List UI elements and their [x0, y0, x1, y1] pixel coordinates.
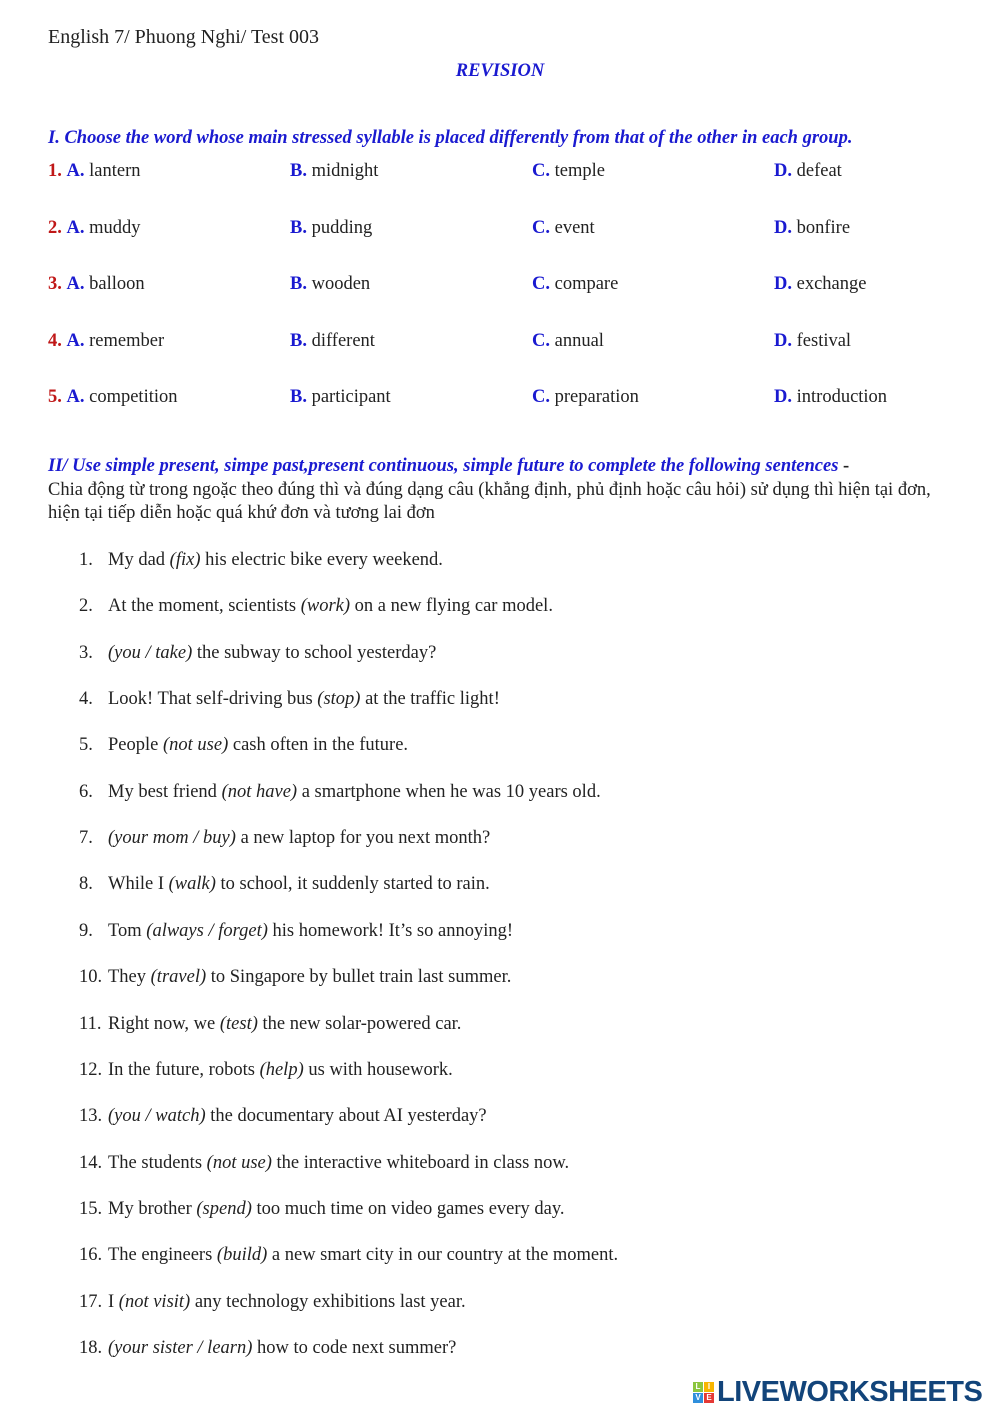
verb-cue: (not have): [221, 781, 298, 802]
verb-cue: (fix): [169, 550, 201, 570]
sentence-number: 14.: [79, 1152, 103, 1173]
option-word: exchange: [796, 274, 867, 294]
section-2-heading: II/ Use simple present, simpe past,present continuous, simple future to complete the following sentences: [48, 456, 839, 476]
sentence-post: at the traffic light!: [360, 689, 500, 710]
sentence-pre: My brother: [108, 1198, 197, 1219]
sentence-item: [79, 550, 443, 571]
liveworksheets-logo: [693, 1376, 982, 1409]
answer-option[interactable]: [48, 274, 145, 295]
sentence-post: too much time on video games every day.: [251, 1198, 565, 1219]
option-word: remember: [89, 330, 165, 351]
sentence-item: [79, 921, 513, 942]
option-letter: B.: [290, 274, 307, 294]
sentence-number: 15.: [79, 1198, 103, 1219]
question-row: [48, 387, 988, 411]
sentence-item: [79, 689, 500, 710]
option-word: preparation: [554, 387, 639, 407]
sentence-item: [79, 1060, 453, 1081]
heading-dash: -: [838, 456, 850, 476]
sentence-number: 2.: [79, 596, 93, 617]
option-letter: B.: [290, 387, 307, 407]
option-letter: B.: [290, 161, 307, 181]
section-1-heading: I. Choose the word whose main stressed syllable is placed differently from that of the other in each group.: [48, 128, 853, 148]
sentence-number: 1.: [79, 550, 93, 570]
option-word: competition: [89, 387, 178, 407]
answer-option[interactable]: [290, 161, 378, 182]
sentence-post: to Singapore by bullet train last summer.: [206, 967, 512, 988]
option-letter: A.: [66, 330, 85, 351]
sentence-number: 3.: [79, 642, 93, 663]
sentence-item: [79, 1292, 466, 1313]
sentence-number: 10.: [79, 967, 103, 988]
answer-option[interactable]: [774, 274, 866, 295]
sentence-pre: My dad: [108, 550, 170, 570]
sentence-number: 11.: [79, 1013, 102, 1034]
sentence-number: 9.: [79, 920, 93, 941]
sentence-post: the new solar-powered car.: [257, 1013, 462, 1034]
sentence-number: 18.: [79, 1337, 103, 1358]
sentence-post: how to code next summer?: [252, 1337, 457, 1358]
sentence-post: his electric bike every weekend.: [200, 550, 443, 570]
sentence-post: to school, it suddenly started to rain.: [215, 874, 490, 895]
sentence-item: [79, 1338, 456, 1359]
option-word: balloon: [89, 274, 145, 294]
question-row: [48, 274, 988, 298]
sentence-pre: The engineers: [108, 1245, 217, 1266]
sentence-post: his homework! It’s so annoying!: [267, 920, 513, 941]
sentence-number: 6.: [79, 781, 93, 802]
sentence-number: 7.: [79, 828, 93, 849]
sentence-pre: Look! That self-driving bus: [108, 689, 318, 710]
sentence-pre: Right now, we: [108, 1013, 220, 1034]
answer-option[interactable]: [774, 387, 887, 408]
option-letter: A.: [66, 161, 85, 181]
sentence-number: 16.: [79, 1245, 103, 1266]
question-number: 3.: [48, 274, 62, 294]
sentence-post: a new laptop for you next month?: [235, 828, 491, 849]
answer-option[interactable]: [774, 331, 851, 352]
verb-cue: (your mom / buy): [108, 828, 236, 849]
verb-cue: (test): [219, 1013, 258, 1034]
option-letter: D.: [774, 387, 792, 407]
question-number: 1.: [48, 161, 62, 181]
sentence-pre: People: [108, 735, 163, 756]
sentence-pre: I: [108, 1291, 119, 1312]
option-word: midnight: [311, 161, 379, 181]
option-letter: B.: [290, 330, 307, 351]
option-letter: A.: [66, 387, 85, 407]
answer-option[interactable]: [290, 218, 372, 239]
sentence-pre: While I: [108, 874, 169, 895]
option-word: event: [554, 217, 595, 238]
sentence-pre: The students: [108, 1152, 207, 1173]
question-row: [48, 331, 988, 355]
option-word: participant: [311, 387, 391, 407]
sentence-post: cash often in the future.: [228, 735, 409, 756]
verb-cue: (not use): [206, 1152, 272, 1173]
option-letter: D.: [774, 217, 792, 238]
sentence-pre: Tom: [108, 920, 147, 941]
answer-option[interactable]: [48, 218, 141, 239]
question-row: [48, 218, 988, 242]
question-row: [48, 161, 988, 185]
sentence-post: us with housework.: [303, 1059, 453, 1080]
option-word: different: [311, 330, 375, 351]
answer-option[interactable]: [290, 274, 370, 295]
option-letter: C.: [532, 387, 550, 407]
verb-cue: (stop): [317, 689, 361, 710]
option-word: bonfire: [796, 217, 851, 238]
option-letter: A.: [66, 217, 85, 238]
sentence-number: 8.: [79, 874, 93, 895]
sentence-item: [79, 1245, 618, 1266]
answer-option[interactable]: [290, 331, 375, 352]
sentence-post: any technology exhibitions last year.: [190, 1291, 466, 1312]
option-word: annual: [554, 330, 604, 351]
sentence-post: the subway to school yesterday?: [192, 642, 437, 663]
verb-cue: (help): [259, 1059, 304, 1080]
sentence-pre: At the moment, scientists: [108, 596, 301, 617]
answer-option[interactable]: [532, 274, 618, 295]
option-letter: C.: [532, 274, 550, 294]
section-2-instruction: Chia động từ trong ngoặc theo đúng thì và đúng dạng câu (khẳng định, phủ định hoặc câu hỏi) sử dụng thì hiện tại đơn, hiện tại tiếp diễn hoặc quá khứ đơn và tương lai đơn: [48, 479, 931, 523]
option-letter: C.: [532, 330, 550, 351]
answer-option[interactable]: [532, 218, 595, 239]
verb-cue: (spend): [196, 1198, 252, 1219]
sentence-item: [79, 735, 408, 756]
sentence-item: [79, 1153, 569, 1174]
option-word: defeat: [796, 161, 842, 181]
verb-cue: (always / forget): [146, 920, 268, 941]
option-letter: D.: [774, 330, 792, 351]
verb-cue: (walk): [168, 874, 216, 895]
answer-option[interactable]: [774, 218, 850, 239]
sentence-item: [79, 782, 601, 803]
verb-cue: (work): [300, 596, 351, 617]
option-letter: C.: [532, 161, 550, 181]
sentence-number: 12.: [79, 1059, 103, 1080]
sentence-item: [79, 874, 490, 895]
answer-option[interactable]: [48, 387, 178, 408]
sentence-pre: In the future, robots: [108, 1059, 260, 1080]
answer-option[interactable]: [532, 387, 639, 408]
option-word: pudding: [311, 217, 373, 238]
sentence-post: a smartphone when he was 10 years old.: [297, 781, 601, 802]
document-header: English 7/ Phuong Nghi/ Test 003: [48, 26, 320, 48]
answer-option[interactable]: [290, 387, 391, 408]
verb-cue: (you / take): [108, 642, 193, 663]
sentence-post: on a new flying car model.: [350, 596, 553, 617]
sentence-pre: My best friend: [108, 781, 222, 802]
sentence-item: [79, 1199, 565, 1220]
option-word: lantern: [89, 161, 141, 181]
answer-option[interactable]: [532, 161, 605, 182]
sentence-number: 4.: [79, 689, 93, 710]
verb-cue: (not visit): [118, 1291, 191, 1312]
sentence-number: 13.: [79, 1106, 103, 1127]
sentence-item: [79, 643, 436, 664]
answer-option[interactable]: [48, 161, 141, 182]
sentence-item: [79, 596, 553, 617]
logo-text: LIVEWORKSHEETS: [717, 1376, 983, 1408]
logo-tile: V: [693, 1393, 703, 1403]
verb-cue: (travel): [150, 967, 207, 988]
option-word: wooden: [311, 274, 371, 294]
answer-option[interactable]: [774, 161, 842, 182]
option-word: compare: [554, 274, 619, 294]
sentence-number: 5.: [79, 735, 93, 756]
logo-tile: I: [704, 1382, 714, 1392]
sentence-pre: They: [108, 967, 151, 988]
option-word: introduction: [796, 387, 888, 407]
sentence-post: a new smart city in our country at the moment.: [267, 1245, 619, 1266]
sentence-item: [79, 828, 490, 849]
option-letter: B.: [290, 217, 307, 238]
question-number: 2.: [48, 217, 62, 238]
option-letter: D.: [774, 161, 792, 181]
sentence-item: [79, 1106, 487, 1127]
logo-tile: E: [704, 1393, 714, 1403]
question-number: 4.: [48, 330, 62, 351]
verb-cue: (not use): [162, 735, 229, 756]
option-letter: D.: [774, 274, 792, 294]
section-2-intro: [48, 455, 958, 526]
sentence-number: 17.: [79, 1291, 103, 1312]
sentence-item: [79, 1014, 461, 1035]
verb-cue: (you / watch): [108, 1106, 206, 1127]
option-word: muddy: [89, 217, 141, 238]
page-title: REVISION: [455, 61, 545, 81]
verb-cue: (your sister / learn): [108, 1337, 253, 1358]
question-number: 5.: [48, 387, 62, 407]
sentence-post: the interactive whiteboard in class now.: [271, 1152, 570, 1173]
option-letter: A.: [66, 274, 85, 294]
sentence-item: [79, 967, 511, 988]
logo-tiles-icon: [693, 1382, 714, 1403]
option-word: temple: [554, 161, 605, 181]
verb-cue: (build): [216, 1245, 268, 1266]
answer-option[interactable]: [532, 331, 604, 352]
answer-option[interactable]: [48, 331, 164, 352]
option-letter: C.: [532, 217, 550, 238]
sentence-post: the documentary about AI yesterday?: [205, 1106, 487, 1127]
option-word: festival: [796, 330, 852, 351]
logo-tile: L: [693, 1382, 703, 1392]
